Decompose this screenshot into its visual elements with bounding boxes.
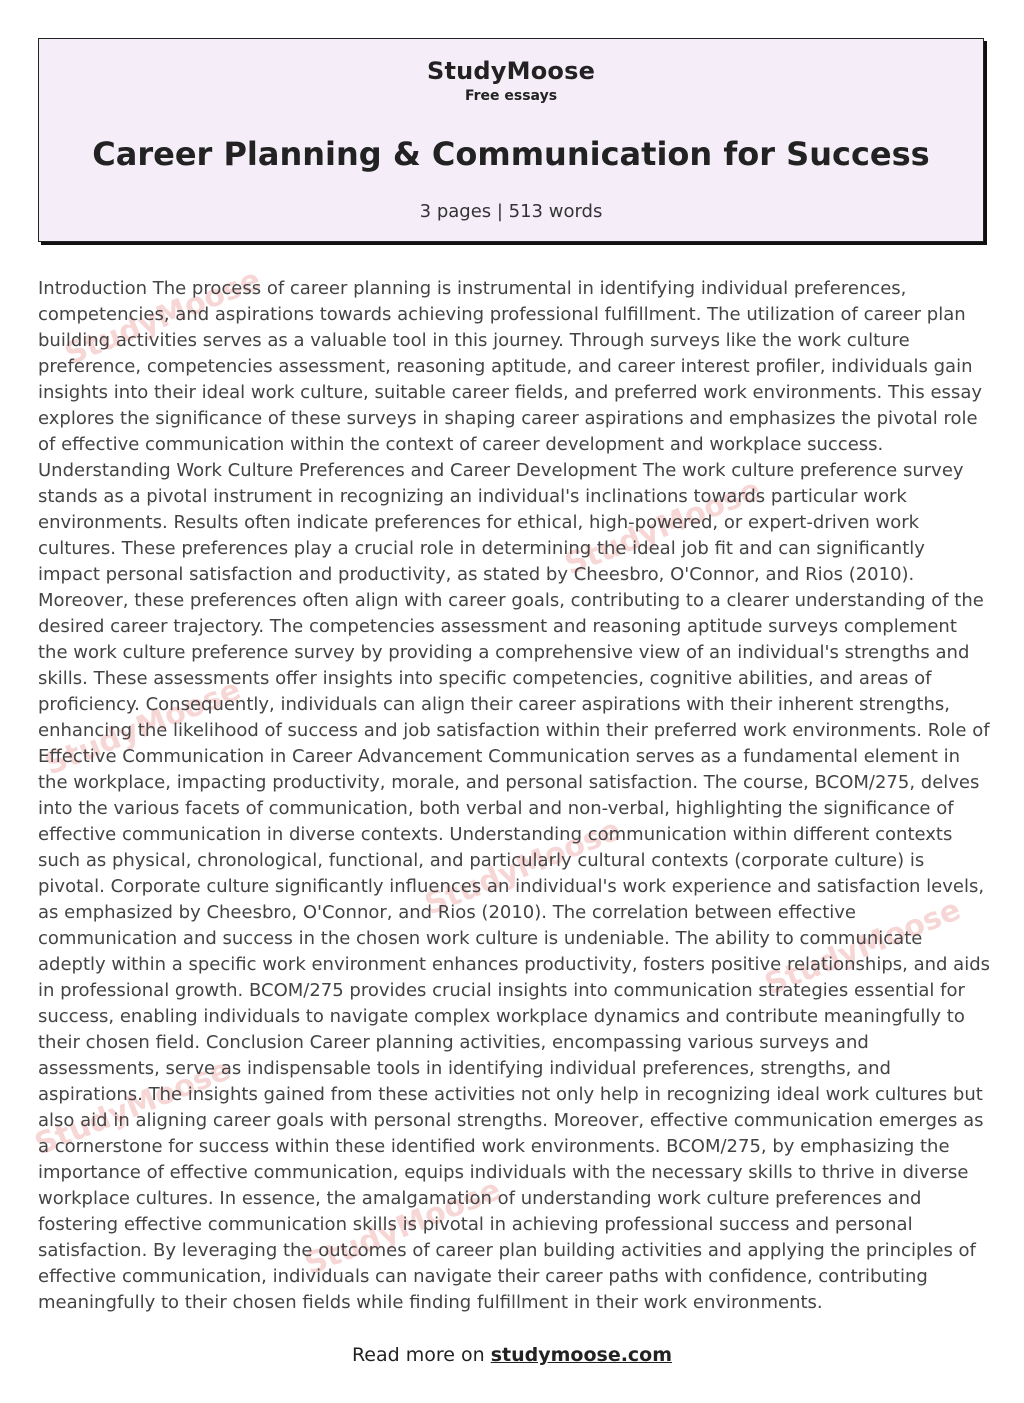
watermark-logo: StudyMoose [420,812,626,923]
footer-read-more [0,1344,1024,1366]
essay-header-card [38,38,984,242]
watermark-logo: StudyMoose [30,1052,236,1163]
watermark-logo: StudyMoose [40,672,246,783]
essay-body-text: Introduction The process of career planning is instrumental in identifying individual preferences, competencies, and aspirations towards achieving professional fulfillment. The utilization of career plan building activities serves as a valuable tool in this journey. Through surveys like the work culture preference, competencies assessment, reasoning aptitude, and career interest profiler, individuals gain insights into their ideal work culture, suitable career fields, and preferred work environments. This essay explores the significance of these surveys in shaping career aspirations and emphasizes the pivotal role of effective communication within the context of career development and workplace success. Understanding Work Culture Preferences and Career Development The work culture preference survey stands as a pivotal instrument in recognizing an individual's inclinations towards particular work environments. Results often indicate preferences for ethical, high-powered, or expert-driven work cultures. These preferences play a crucial role in determining the ideal job fit and can significantly impact personal satisfaction and productivity, as stated by Cheesbro, O'Connor, and Rios (2010). Moreover, these preferences often align with career goals, contributing to a clearer understanding of the desired career trajectory. The competencies assessment and reasoning aptitude surveys complement the work culture preference survey by providing a comprehensive view of an individual's strengths and skills. These assessments offer insights into specific competencies, cognitive abilities, and areas of proficiency. Consequently, individuals can align their career aspirations with their inherent strengths, enhancing the likelihood of success and job satisfaction within their preferred work environments. Role of Effective Communication in Career Advancement Communication serves as a fundamental element in the workplace, impacting productivity, morale, and personal satisfaction. The course, BCOM/275, delves into the various facets of communication, both verbal and non-verbal, highlighting the significance of effective communication in diverse contexts. Understanding communication within different contexts such as physical, chronological, functional, and particularly cultural contexts (corporate culture) is pivotal. Corporate culture significantly influences an individual's work experience and satisfaction levels, as emphasized by Cheesbro, O'Connor, and Rios (2010). The correlation between effective communication and success in the chosen work culture is undeniable. The ability to communicate adeptly within a specific work environment enhances productivity, fosters positive relationships, and aids in professional growth. BCOM/275 provides crucial insights into communication strategies essential for success, enabling individuals to navigate complex workplace dynamics and contribute meaningfully to their chosen field. Conclusion Career planning activities, encompassing various surveys and assessments, serve as indispensable tools in identifying individual preferences, strengths, and aspirations. The insights gained from these activities not only help in recognizing ideal work cultures but also aid in aligning career goals with personal strengths. Moreover, effective communication emerges as a cornerstone for success within these identified work environments. BCOM/275, by emphasizing the importance of effective communication, equips individuals with the necessary skills to thrive in diverse workplace cultures. In essence, the amalgamation of understanding work culture preferences and fostering effective communication skills is pivotal in achieving professional success and personal satisfaction. By leveraging the outcomes of career plan building activities and applying the principles of effective communication, individuals can navigate their career paths with confidence, contributing meaningfully to their chosen fields while finding fulfillment in their work environments. [38,278,990,1313]
watermark-logo: StudyMoose [60,262,266,373]
brand-tagline: Free essays [464,88,558,104]
brand-logo-text[interactable]: StudyMoose [426,57,596,85]
watermark-logo: StudyMoose [760,892,966,1003]
watermark-logo: StudyMoose [560,472,766,583]
studymoose-link[interactable]: studymoose.com [490,1344,673,1366]
page-title: Career Planning & Communication for Success [92,135,930,173]
essay-meta-info: 3 pages | 513 words [419,201,603,222]
footer-prefix: Read more on [351,1344,491,1366]
watermark-logo: StudyMoose [300,1172,506,1283]
